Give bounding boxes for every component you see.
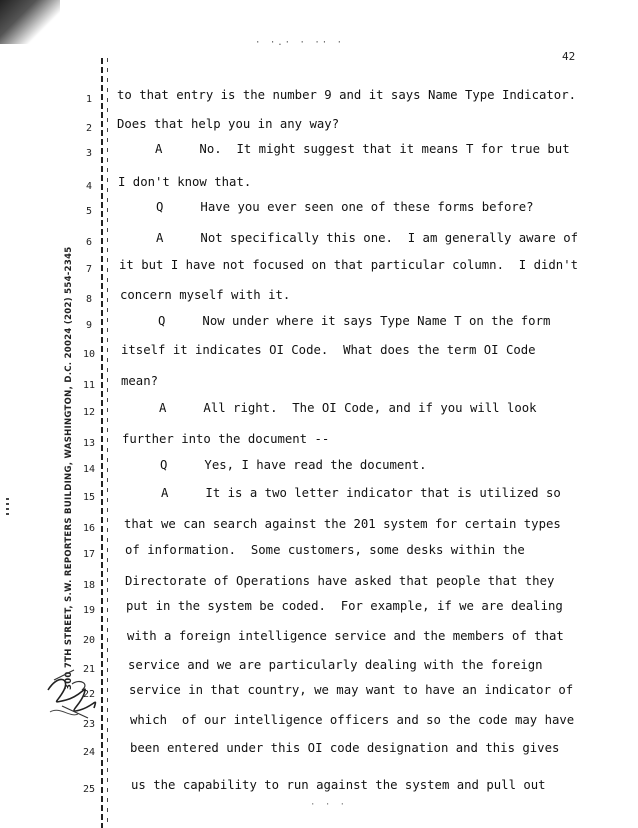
line-number: 11 [82,380,96,391]
page-number: 42 [562,50,576,63]
transcript-line: which of our intelligence officers and so the code may have [130,713,575,727]
transcript-line: service and we are particularly dealing with the foreign [128,658,543,672]
transcript-line: further into the document -- [122,432,330,446]
transcript-line: mean? [121,374,159,388]
transcript-line: Q Have you ever seen one of these forms before? [119,200,534,214]
transcript-line: that we can search against the 201 system for certain types [124,517,561,531]
transcript-line: service in that country, we may want to have an indicator of [129,683,574,697]
line-number: 20 [82,635,96,646]
reporter-address: 300 7TH STREET, S.W. REPORTERS BUILDING, WASHINGTON, D.C. 20024 (202) 554-2345 [64,246,74,690]
transcript-line: Does that help you in any way? [117,117,340,131]
footer-mark: · · · [310,800,348,810]
line-number: 17 [82,549,96,560]
transcript-line: I don't know that. [118,175,252,189]
transcript-line: A It is a two letter indicator that is utilized so [124,486,561,500]
transcript-line: with a foreign intelligence service and the members of that [127,629,564,643]
line-number: 12 [82,407,96,418]
line-number: 21 [82,664,96,675]
transcript-line: Q Yes, I have read the document. [123,458,427,472]
line-number: 19 [82,605,96,616]
line-number: 10 [82,349,96,360]
line-number: 3 [85,148,93,159]
header-mark: · ·.· · ·· · [255,38,345,48]
line-number: 15 [82,492,96,503]
transcript-line: to that entry is the number 9 and it says Name Type Indicator. [117,88,577,102]
line-number: 18 [82,580,96,591]
transcript-line: Q Now under where it says Type Name T on the form [121,314,551,328]
line-number: 13 [82,438,96,449]
line-number: 8 [85,294,93,305]
line-number: 2 [85,123,93,134]
transcript-line: concern myself with it. [120,288,291,302]
line-number: 1 [85,94,93,105]
transcript-line: us the capability to run against the system and pull out [131,778,546,792]
scan-corner-shadow [0,0,60,44]
transcript-line: it but I have not focused on that particular column. I didn't [119,258,579,272]
margin-rule-inner [107,58,108,828]
transcript-line: A No. It might suggest that it means T for true but [118,142,570,156]
transcript-line: A All right. The OI Code, and if you will look [122,401,537,415]
line-number: 22 [82,689,96,700]
scan-edge-dots [6,498,9,518]
line-number: 24 [82,747,96,758]
line-number: 25 [82,784,96,795]
line-number: 5 [85,206,93,217]
line-number: 9 [85,320,93,331]
line-number: 6 [85,237,93,248]
transcript-line: of information. Some customers, some desks within the [125,543,525,557]
transcript-line: been entered under this OI code designation and this gives [130,741,560,755]
transcript-line: put in the system be coded. For example, if we are dealing [126,599,563,613]
line-number: 14 [82,464,96,475]
transcript-line: itself it indicates OI Code. What does the term OI Code [121,343,536,357]
line-number: 4 [85,181,93,192]
line-number: 16 [82,523,96,534]
transcript-line: A Not specifically this one. I am generally aware of [119,231,579,245]
line-number: 23 [82,719,96,730]
transcript-line: Directorate of Operations have asked that people that they [125,574,555,588]
line-number: 7 [85,264,93,275]
